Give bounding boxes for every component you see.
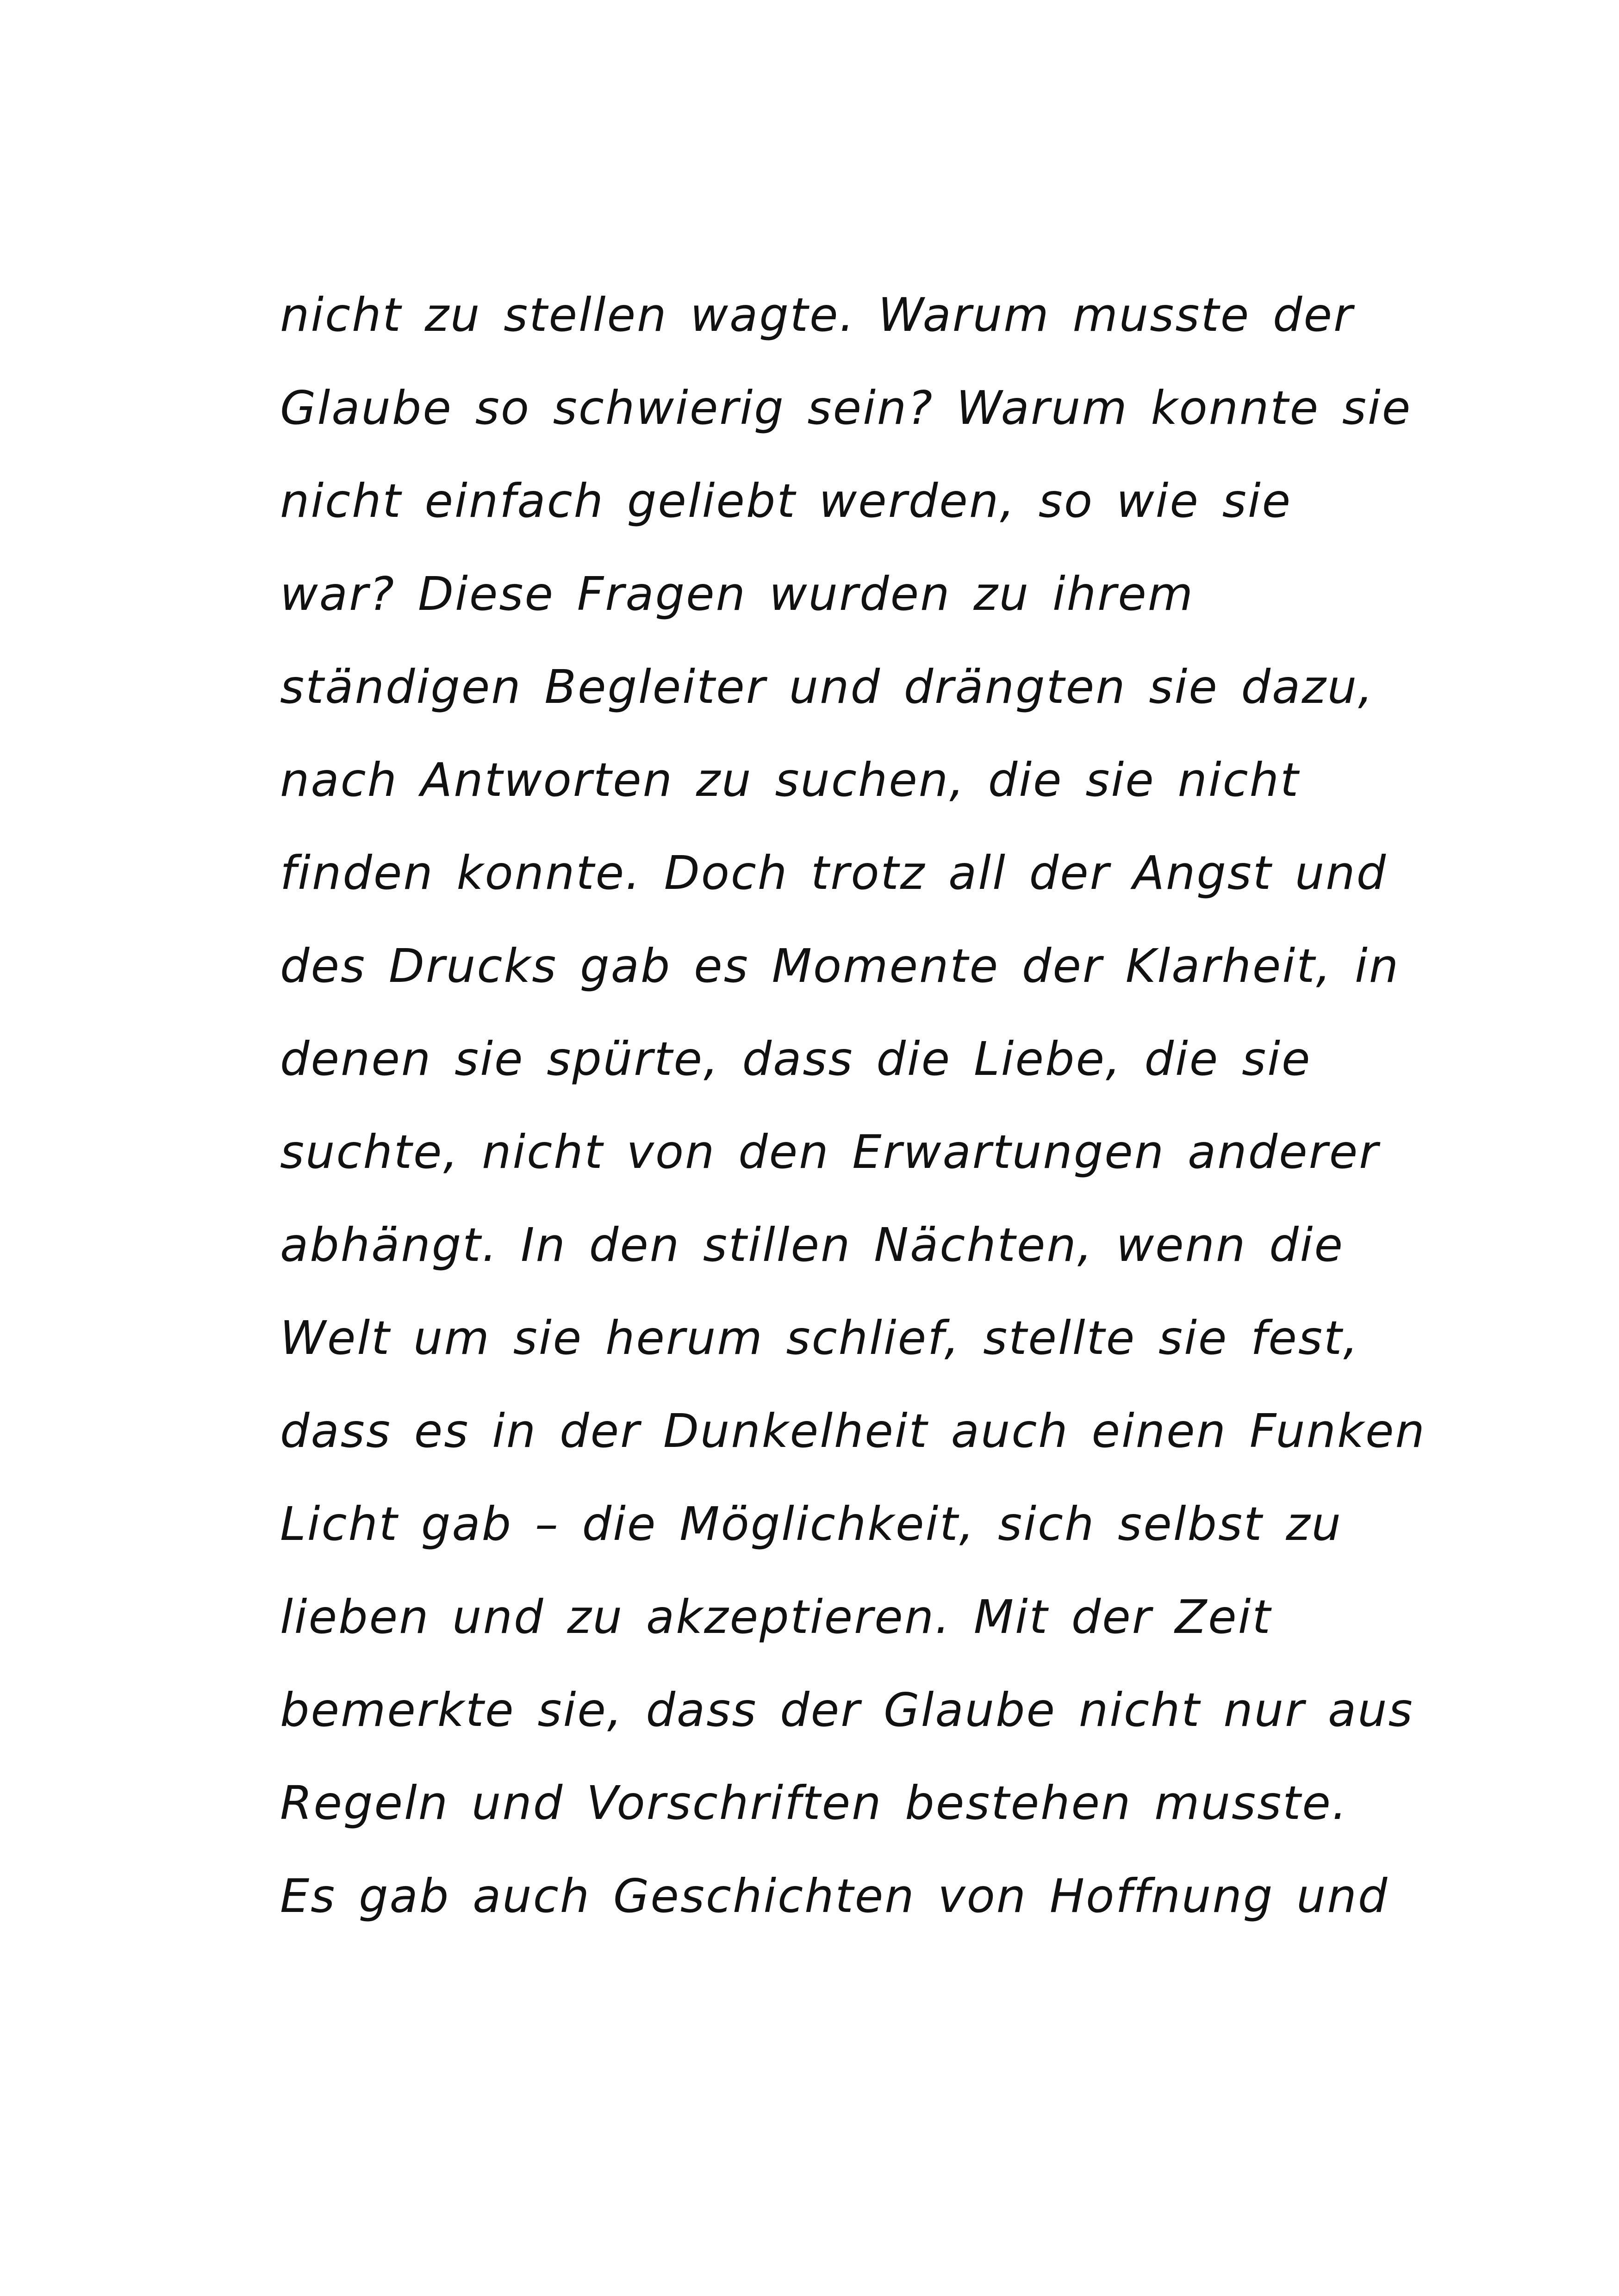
text-line: nach Antworten zu suchen, die sie nicht bbox=[280, 753, 1300, 807]
text-line: Glaube so schwierig sein? Warum konnte sie bbox=[280, 381, 1412, 435]
text-line: Welt um sie herum schlief, stellte sie fest, bbox=[280, 1311, 1360, 1365]
text-line: ständigen Begleiter und drängten sie dazu, bbox=[280, 660, 1374, 714]
text-line: dass es in der Dunkelheit auch einen Funken bbox=[280, 1404, 1426, 1458]
text-line: nicht zu stellen wagte. Warum musste der bbox=[280, 288, 1354, 342]
text-line: bemerkte sie, dass der Glaube nicht nur aus bbox=[280, 1683, 1414, 1737]
text-line: nicht einfach geliebt werden, so wie sie bbox=[280, 474, 1292, 528]
text-line: suchte, nicht von den Erwartungen anderer bbox=[280, 1125, 1380, 1179]
handwritten-paragraph bbox=[280, 268, 1426, 1942]
text-line: Es gab auch Geschichten von Hoffnung und bbox=[280, 1869, 1389, 1923]
text-line: finden konnte. Doch trotz all der Angst und bbox=[280, 846, 1388, 900]
text-line: Licht gab – die Möglichkeit, sich selbst zu bbox=[280, 1497, 1342, 1551]
text-line: denen sie spürte, dass die Liebe, die sie bbox=[280, 1032, 1312, 1086]
text-line: Regeln und Vorschriften bestehen musste. bbox=[280, 1776, 1348, 1830]
text-line: des Drucks gab es Momente der Klarheit, in bbox=[280, 939, 1400, 993]
text-line: abhängt. In den stillen Nächten, wenn die bbox=[280, 1218, 1344, 1272]
text-line: lieben und zu akzeptieren. Mit der Zeit bbox=[280, 1590, 1272, 1644]
text-line: war? Diese Fragen wurden zu ihrem bbox=[280, 567, 1195, 621]
